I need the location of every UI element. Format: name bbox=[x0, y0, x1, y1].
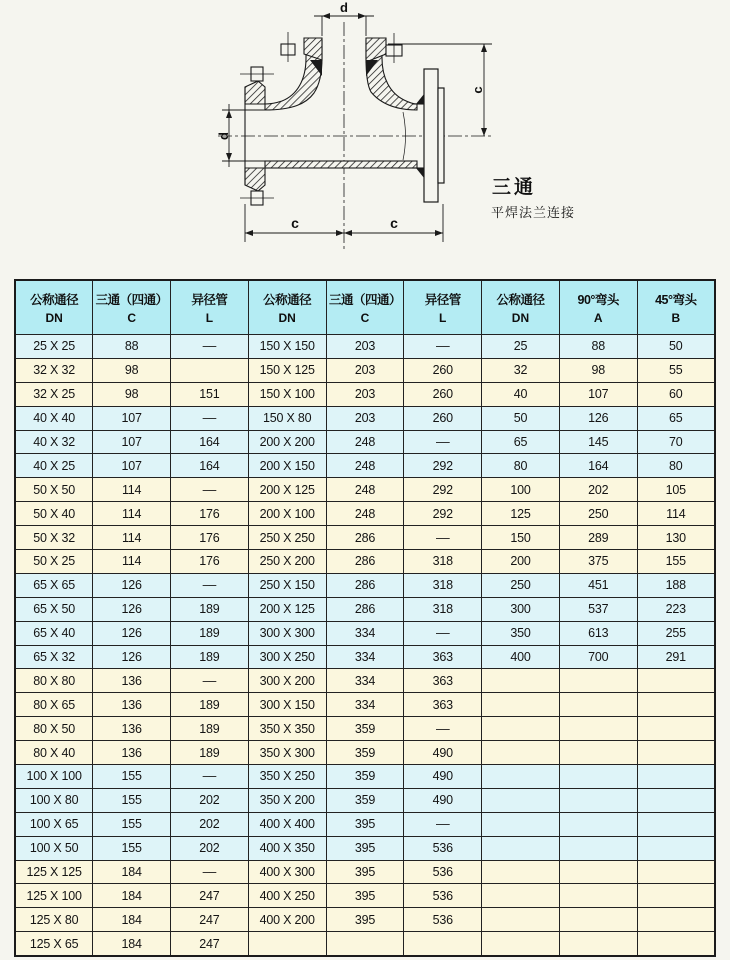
table-cell bbox=[637, 932, 715, 956]
table-cell: 200 X 200 bbox=[248, 430, 326, 454]
table-cell: 189 bbox=[171, 597, 249, 621]
table-cell: 125 X 125 bbox=[15, 860, 93, 884]
table-row bbox=[15, 573, 715, 597]
table-cell: 150 X 125 bbox=[248, 358, 326, 382]
table-cell: 114 bbox=[93, 550, 171, 574]
table-row bbox=[15, 621, 715, 645]
table-cell: 451 bbox=[559, 573, 637, 597]
table-cell: 105 bbox=[637, 478, 715, 502]
table-cell bbox=[559, 788, 637, 812]
table-cell: 318 bbox=[404, 550, 482, 574]
table-cell: 184 bbox=[93, 908, 171, 932]
table-cell: 536 bbox=[404, 908, 482, 932]
table-cell bbox=[637, 669, 715, 693]
dim-label-top-d: d bbox=[340, 0, 348, 15]
table-cell: 536 bbox=[404, 836, 482, 860]
tee-section-drawing bbox=[0, 0, 730, 278]
table-cell: 151 bbox=[171, 382, 249, 406]
table-row bbox=[15, 884, 715, 908]
table-cell: 184 bbox=[93, 884, 171, 908]
dim-label-left-d: d bbox=[216, 132, 231, 140]
table-cell bbox=[559, 884, 637, 908]
table-cell: 176 bbox=[171, 526, 249, 550]
table-row bbox=[15, 645, 715, 669]
table-row bbox=[15, 788, 715, 812]
table-cell: –– bbox=[404, 621, 482, 645]
table-cell bbox=[637, 860, 715, 884]
table-cell: 536 bbox=[404, 860, 482, 884]
table-cell: 334 bbox=[326, 645, 404, 669]
table-cell: –– bbox=[171, 573, 249, 597]
table-row bbox=[15, 502, 715, 526]
table-cell: 247 bbox=[171, 908, 249, 932]
table-cell bbox=[482, 717, 560, 741]
column-header: 公称通径 DN bbox=[15, 280, 93, 335]
table-cell: 65 X 32 bbox=[15, 645, 93, 669]
table-cell bbox=[559, 932, 637, 956]
table-cell: 80 X 65 bbox=[15, 693, 93, 717]
table-cell: 203 bbox=[326, 406, 404, 430]
table-cell: 359 bbox=[326, 765, 404, 789]
table-cell: 395 bbox=[326, 860, 404, 884]
table-cell: 136 bbox=[93, 741, 171, 765]
table-cell: 88 bbox=[93, 335, 171, 359]
table-row bbox=[15, 932, 715, 956]
table-cell: 150 X 100 bbox=[248, 382, 326, 406]
table-cell: 155 bbox=[93, 788, 171, 812]
table-cell: 126 bbox=[559, 406, 637, 430]
table-cell: 490 bbox=[404, 765, 482, 789]
table-cell bbox=[482, 788, 560, 812]
table-cell: 363 bbox=[404, 693, 482, 717]
table-cell bbox=[637, 788, 715, 812]
table-cell: 400 X 300 bbox=[248, 860, 326, 884]
table-head bbox=[15, 280, 715, 335]
table-row bbox=[15, 478, 715, 502]
table-cell: 203 bbox=[326, 335, 404, 359]
column-header: 异径管 L bbox=[171, 280, 249, 335]
table-cell: 176 bbox=[171, 502, 249, 526]
table-cell: 164 bbox=[171, 430, 249, 454]
table-cell: 32 bbox=[482, 358, 560, 382]
table-cell bbox=[637, 908, 715, 932]
table-cell: 125 X 80 bbox=[15, 908, 93, 932]
table-cell: 189 bbox=[171, 645, 249, 669]
table-cell bbox=[559, 765, 637, 789]
table-cell bbox=[482, 932, 560, 956]
table-cell bbox=[482, 860, 560, 884]
tee-drawing-area bbox=[0, 0, 730, 278]
table-cell: 700 bbox=[559, 645, 637, 669]
spec-table bbox=[14, 279, 716, 957]
table-cell: 100 X 80 bbox=[15, 788, 93, 812]
table-cell bbox=[637, 765, 715, 789]
table-cell bbox=[482, 836, 560, 860]
table-cell: 260 bbox=[404, 406, 482, 430]
table-cell: 126 bbox=[93, 573, 171, 597]
table-cell: 150 X 150 bbox=[248, 335, 326, 359]
table-row bbox=[15, 741, 715, 765]
table-cell: 248 bbox=[326, 454, 404, 478]
table-row bbox=[15, 669, 715, 693]
table-cell: 334 bbox=[326, 693, 404, 717]
table-cell: 164 bbox=[559, 454, 637, 478]
table-cell: 350 X 350 bbox=[248, 717, 326, 741]
table-cell: –– bbox=[171, 669, 249, 693]
table-cell: –– bbox=[171, 478, 249, 502]
table-cell: 136 bbox=[93, 669, 171, 693]
table-row bbox=[15, 693, 715, 717]
table-cell bbox=[171, 358, 249, 382]
table-cell: 203 bbox=[326, 358, 404, 382]
table-cell: 126 bbox=[93, 621, 171, 645]
table-cell: 150 bbox=[482, 526, 560, 550]
table-cell bbox=[482, 693, 560, 717]
table-cell: 318 bbox=[404, 573, 482, 597]
table-cell bbox=[637, 836, 715, 860]
table-cell: 55 bbox=[637, 358, 715, 382]
table-cell: 395 bbox=[326, 884, 404, 908]
table-cell: –– bbox=[404, 335, 482, 359]
table-cell bbox=[404, 932, 482, 956]
table-cell: –– bbox=[171, 335, 249, 359]
table-cell: 200 X 150 bbox=[248, 454, 326, 478]
table-cell: 202 bbox=[171, 812, 249, 836]
table-cell bbox=[482, 908, 560, 932]
table-row bbox=[15, 860, 715, 884]
table-cell: 247 bbox=[171, 884, 249, 908]
table-cell: 125 X 65 bbox=[15, 932, 93, 956]
table-cell: 395 bbox=[326, 812, 404, 836]
table-cell: 200 X 125 bbox=[248, 478, 326, 502]
table-cell: 80 X 40 bbox=[15, 741, 93, 765]
table-cell: 537 bbox=[559, 597, 637, 621]
table-cell: 65 X 65 bbox=[15, 573, 93, 597]
table-cell: –– bbox=[171, 406, 249, 430]
table-cell bbox=[326, 932, 404, 956]
table-cell: 334 bbox=[326, 669, 404, 693]
table-cell: 400 X 400 bbox=[248, 812, 326, 836]
table-cell: 164 bbox=[171, 454, 249, 478]
table-cell: 286 bbox=[326, 597, 404, 621]
table-cell: 136 bbox=[93, 717, 171, 741]
table-cell: 289 bbox=[559, 526, 637, 550]
table-cell: 490 bbox=[404, 788, 482, 812]
right-flange bbox=[424, 69, 444, 202]
table-cell: 150 X 80 bbox=[248, 406, 326, 430]
table-cell: 114 bbox=[93, 526, 171, 550]
table-cell: 32 X 25 bbox=[15, 382, 93, 406]
table-cell: 155 bbox=[93, 765, 171, 789]
table-cell: 318 bbox=[404, 597, 482, 621]
table-cell bbox=[637, 812, 715, 836]
column-header: 90°弯头 A bbox=[559, 280, 637, 335]
table-cell bbox=[559, 812, 637, 836]
table-cell bbox=[482, 884, 560, 908]
table-cell: 125 X 100 bbox=[15, 884, 93, 908]
table-cell: 40 bbox=[482, 382, 560, 406]
table-cell: 375 bbox=[559, 550, 637, 574]
table-cell: 155 bbox=[93, 812, 171, 836]
table-cell: 255 bbox=[637, 621, 715, 645]
table-cell: 70 bbox=[637, 430, 715, 454]
table-cell: 260 bbox=[404, 382, 482, 406]
table-cell: 65 bbox=[637, 406, 715, 430]
table-cell: 107 bbox=[93, 406, 171, 430]
table-cell: 98 bbox=[93, 358, 171, 382]
table-row bbox=[15, 836, 715, 860]
table-cell: 155 bbox=[93, 836, 171, 860]
table-cell: 250 bbox=[559, 502, 637, 526]
table-cell: 107 bbox=[93, 454, 171, 478]
table-cell: 80 X 80 bbox=[15, 669, 93, 693]
table-cell: 300 X 300 bbox=[248, 621, 326, 645]
table-cell: 60 bbox=[637, 382, 715, 406]
table-cell: 50 X 25 bbox=[15, 550, 93, 574]
table-cell: 155 bbox=[637, 550, 715, 574]
table-cell: 50 X 50 bbox=[15, 478, 93, 502]
table-cell: 536 bbox=[404, 884, 482, 908]
table-cell: –– bbox=[404, 717, 482, 741]
table-cell: 114 bbox=[93, 478, 171, 502]
table-cell bbox=[482, 765, 560, 789]
table-cell: 50 bbox=[637, 335, 715, 359]
table-cell: 350 bbox=[482, 621, 560, 645]
table-cell bbox=[559, 836, 637, 860]
table-row bbox=[15, 526, 715, 550]
table-cell: 145 bbox=[559, 430, 637, 454]
table-cell: 300 X 150 bbox=[248, 693, 326, 717]
table-cell: 80 X 50 bbox=[15, 717, 93, 741]
table-cell bbox=[482, 741, 560, 765]
table-cell: –– bbox=[404, 526, 482, 550]
table-row bbox=[15, 358, 715, 382]
table-cell: –– bbox=[404, 430, 482, 454]
dim-label-bottom-right-c: c bbox=[390, 215, 398, 231]
table-cell: 80 bbox=[637, 454, 715, 478]
table-cell: 292 bbox=[404, 502, 482, 526]
table-cell: 80 bbox=[482, 454, 560, 478]
table-cell: 250 X 200 bbox=[248, 550, 326, 574]
table-cell: 350 X 200 bbox=[248, 788, 326, 812]
table-row bbox=[15, 597, 715, 621]
table-cell: 126 bbox=[93, 597, 171, 621]
table-cell bbox=[248, 932, 326, 956]
table-row bbox=[15, 430, 715, 454]
table-row bbox=[15, 454, 715, 478]
table-cell: 98 bbox=[93, 382, 171, 406]
table-cell: 107 bbox=[559, 382, 637, 406]
table-cell: 359 bbox=[326, 788, 404, 812]
table-cell: 114 bbox=[93, 502, 171, 526]
table-cell: 286 bbox=[326, 526, 404, 550]
table-cell: 260 bbox=[404, 358, 482, 382]
table-cell: 107 bbox=[93, 430, 171, 454]
table-cell: 613 bbox=[559, 621, 637, 645]
table-cell: 88 bbox=[559, 335, 637, 359]
table-body bbox=[15, 335, 715, 957]
table-cell: 100 X 100 bbox=[15, 765, 93, 789]
table-cell: 50 X 32 bbox=[15, 526, 93, 550]
table-cell: 300 X 250 bbox=[248, 645, 326, 669]
table-row bbox=[15, 406, 715, 430]
table-cell: –– bbox=[404, 812, 482, 836]
table-cell bbox=[559, 860, 637, 884]
table-cell: 189 bbox=[171, 741, 249, 765]
table-cell: 250 X 250 bbox=[248, 526, 326, 550]
table-cell: 395 bbox=[326, 908, 404, 932]
drawing-subtitle: 平焊法兰连接 bbox=[491, 205, 576, 220]
table-row bbox=[15, 812, 715, 836]
table-cell: 363 bbox=[404, 645, 482, 669]
table-row bbox=[15, 550, 715, 574]
table-cell bbox=[482, 812, 560, 836]
table-cell: 136 bbox=[93, 693, 171, 717]
table-cell: 200 X 125 bbox=[248, 597, 326, 621]
table-cell: 40 X 40 bbox=[15, 406, 93, 430]
table-cell: 50 X 40 bbox=[15, 502, 93, 526]
table-cell: 286 bbox=[326, 573, 404, 597]
table-cell: 292 bbox=[404, 478, 482, 502]
table-cell: 40 X 25 bbox=[15, 454, 93, 478]
table-cell: 200 bbox=[482, 550, 560, 574]
table-cell: 100 X 50 bbox=[15, 836, 93, 860]
table-cell: 291 bbox=[637, 645, 715, 669]
table-row bbox=[15, 765, 715, 789]
table-cell: 176 bbox=[171, 550, 249, 574]
table-cell: 25 bbox=[482, 335, 560, 359]
table-cell bbox=[559, 717, 637, 741]
table-row bbox=[15, 382, 715, 406]
table-cell: 395 bbox=[326, 836, 404, 860]
table-cell bbox=[482, 669, 560, 693]
table-cell: 126 bbox=[93, 645, 171, 669]
table-cell: 490 bbox=[404, 741, 482, 765]
table-row bbox=[15, 908, 715, 932]
table-row bbox=[15, 335, 715, 359]
table-cell: 98 bbox=[559, 358, 637, 382]
table-cell bbox=[559, 693, 637, 717]
table-cell: 400 X 350 bbox=[248, 836, 326, 860]
table-cell: 130 bbox=[637, 526, 715, 550]
table-cell: –– bbox=[171, 765, 249, 789]
table-cell: 248 bbox=[326, 478, 404, 502]
table-cell: 32 X 32 bbox=[15, 358, 93, 382]
column-header: 45°弯头 B bbox=[637, 280, 715, 335]
table-cell: 250 X 150 bbox=[248, 573, 326, 597]
table-cell: 248 bbox=[326, 502, 404, 526]
table-cell: 250 bbox=[482, 573, 560, 597]
column-header: 三通（四通） C bbox=[93, 280, 171, 335]
table-cell: 363 bbox=[404, 669, 482, 693]
table-cell: 65 X 50 bbox=[15, 597, 93, 621]
table-cell: 202 bbox=[171, 836, 249, 860]
table-cell: 65 X 40 bbox=[15, 621, 93, 645]
table-cell: 202 bbox=[171, 788, 249, 812]
table-cell: 184 bbox=[93, 860, 171, 884]
table-cell: 350 X 250 bbox=[248, 765, 326, 789]
table-cell: 202 bbox=[559, 478, 637, 502]
column-header: 三通（四通） C bbox=[326, 280, 404, 335]
table-cell: 400 X 200 bbox=[248, 908, 326, 932]
table-cell: 203 bbox=[326, 382, 404, 406]
table-cell: 189 bbox=[171, 717, 249, 741]
table-cell: 359 bbox=[326, 741, 404, 765]
table-cell bbox=[559, 908, 637, 932]
table-cell bbox=[637, 693, 715, 717]
table-cell: 359 bbox=[326, 717, 404, 741]
table-row bbox=[15, 717, 715, 741]
header-row bbox=[15, 280, 715, 335]
dim-label-right-c: c bbox=[470, 86, 485, 94]
table-cell: 189 bbox=[171, 693, 249, 717]
table-cell: 223 bbox=[637, 597, 715, 621]
table-cell: 100 bbox=[482, 478, 560, 502]
table-cell: 247 bbox=[171, 932, 249, 956]
table-cell: 400 X 250 bbox=[248, 884, 326, 908]
table-cell: 300 X 200 bbox=[248, 669, 326, 693]
table-cell: 50 bbox=[482, 406, 560, 430]
table-cell: 286 bbox=[326, 550, 404, 574]
table-cell: 292 bbox=[404, 454, 482, 478]
table-cell: 40 X 32 bbox=[15, 430, 93, 454]
table-cell: 248 bbox=[326, 430, 404, 454]
drawing-title: 三通 bbox=[492, 177, 537, 198]
table-cell: 25 X 25 bbox=[15, 335, 93, 359]
tee-body bbox=[245, 38, 417, 191]
table-cell: 189 bbox=[171, 621, 249, 645]
table-cell: 65 bbox=[482, 430, 560, 454]
column-header: 公称通径 DN bbox=[248, 280, 326, 335]
table-cell: 114 bbox=[637, 502, 715, 526]
table-cell bbox=[637, 717, 715, 741]
table-cell: 100 X 65 bbox=[15, 812, 93, 836]
table-cell: 300 bbox=[482, 597, 560, 621]
center-lines bbox=[218, 22, 492, 252]
table-cell: 400 bbox=[482, 645, 560, 669]
table-cell bbox=[637, 884, 715, 908]
column-header: 异径管 L bbox=[404, 280, 482, 335]
table-cell bbox=[637, 741, 715, 765]
table-cell: 125 bbox=[482, 502, 560, 526]
table-cell: 334 bbox=[326, 621, 404, 645]
table-cell: 184 bbox=[93, 932, 171, 956]
table-cell: 188 bbox=[637, 573, 715, 597]
table-cell bbox=[559, 669, 637, 693]
table-cell: 350 X 300 bbox=[248, 741, 326, 765]
dim-label-bottom-left-c: c bbox=[291, 215, 299, 231]
table-cell: –– bbox=[171, 860, 249, 884]
table-cell: 200 X 100 bbox=[248, 502, 326, 526]
table-cell bbox=[559, 741, 637, 765]
column-header: 公称通径 DN bbox=[482, 280, 560, 335]
